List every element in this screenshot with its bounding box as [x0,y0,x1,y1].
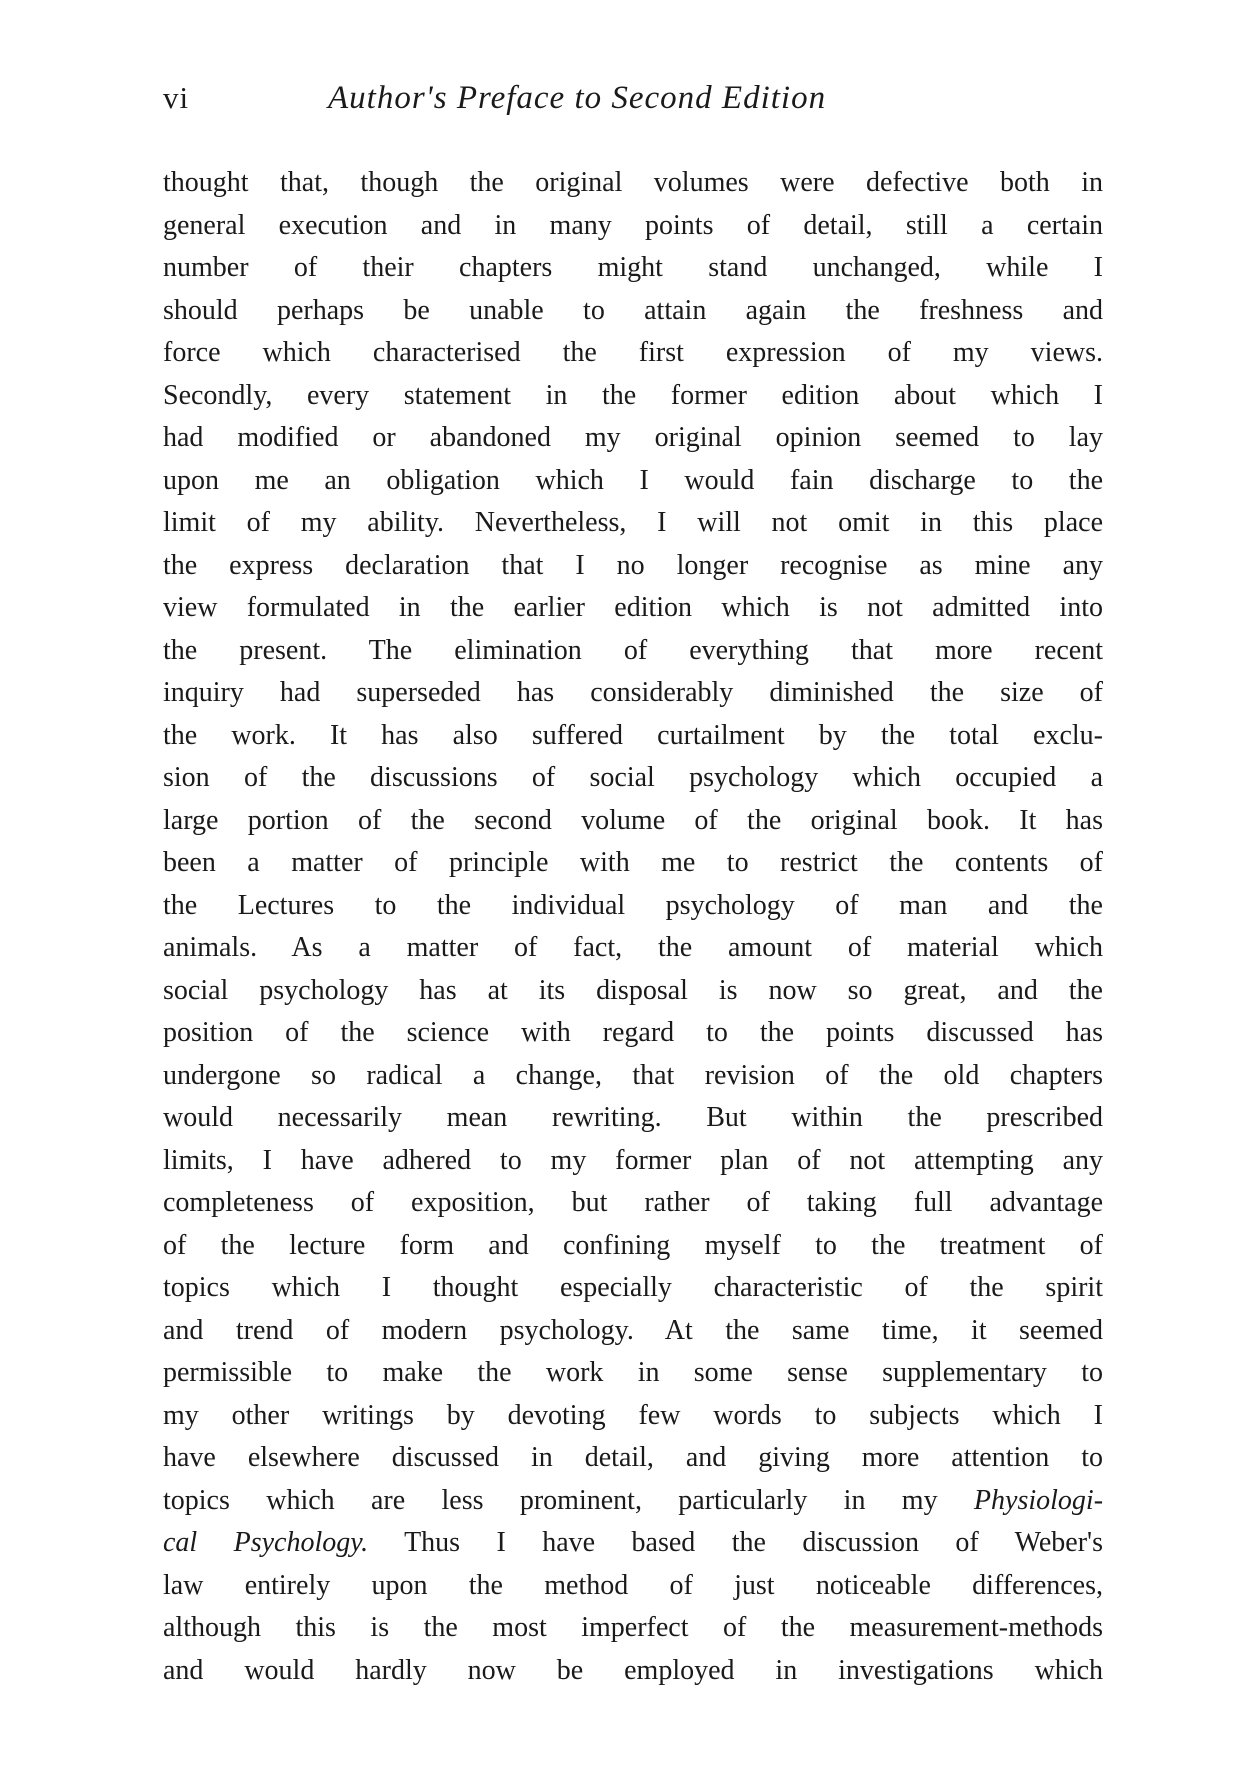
text-line: completeness of exposition, but rather of taking full advantage [163,1187,1103,1218]
text-line: thought that, though the original volumes were defective both in [163,167,1103,198]
text-line: and would hardly now be employed in investigations which [163,1654,1103,1686]
text-line: the work. It has also suffered curtailment by the total exclu- [163,719,1103,751]
text-line: permissible to make the work in some sense supplementary to [163,1357,1103,1388]
text-line: limit of my ability. Nevertheless, I will not omit in this place [163,507,1103,538]
body-text [163,162,1103,1692]
text-line: had modified or abandoned my original opinion seemed to lay [163,422,1103,453]
text-line: the Lectures to the individual psychology of man and the [163,889,1103,921]
book-title-italic: cal Psychology. [163,1527,369,1558]
text-segment: Thus I have based the discussion of Weber's [404,1527,1103,1558]
page-number: vi [163,80,190,115]
text-line: animals. As a matter of fact, the amount of material which [163,932,1103,963]
text-line: inquiry had superseded has considerably diminished the size of [163,677,1103,708]
text-line: my other writings by devoting few words to subjects which I [163,1399,1103,1431]
text-line: and trend of modern psychology. At the same time, it seemed [163,1314,1103,1346]
text-line: would necessarily mean rewriting. But within the prescribed [163,1102,1103,1133]
text-line: upon me an obligation which I would fain discharge to the [163,464,1103,496]
text-segment: topics which are less prominent, particularly in my [163,1484,938,1516]
text-line: although this is the most imperfect of the measurement-methods [163,1612,1103,1643]
text-line: sion of the discussions of social psychology which occupied a [163,762,1103,793]
text-line: view formulated in the earlier edition which is not admitted into [163,592,1103,623]
text-line: force which characterised the first expression of my views. [163,337,1103,368]
text-line: social psychology has at its disposal is now so great, and the [163,974,1103,1006]
text-line: limits, I have adhered to my former plan of not attempting any [163,1144,1103,1176]
text-line: have elsewhere discussed in detail, and giving more attention to [163,1442,1103,1473]
text-line: should perhaps be unable to attain again the freshness and [163,294,1103,326]
text-line: the present. The elimination of everything that more recent [163,634,1103,666]
text-line: general execution and in many points of detail, still a certain [163,209,1103,241]
text-line: large portion of the second volume of the original book. It has [163,804,1103,836]
text-line-with-italic [163,1522,1103,1565]
book-title-italic: Physiologi- [973,1484,1104,1516]
text-line: number of their chapters might stand unchanged, while I [163,252,1103,283]
running-head [163,80,1103,128]
text-line: topics which I thought especially characteristic of the spirit [163,1272,1103,1303]
text-line: position of the science with regard to the points discussed has [163,1017,1103,1048]
running-title: Author's Preface to Second Edition [328,80,827,116]
text-line: of the lecture form and confining myself to the treatment of [163,1229,1103,1261]
text-line: undergone so radical a change, that revision of the old chapters [163,1059,1103,1091]
text-line-with-italic [163,1480,1103,1523]
text-line: Secondly, every statement in the former edition about which I [163,379,1103,411]
text-line: law entirely upon the method of just noticeable differences, [163,1569,1103,1601]
text-line: the express declaration that I no longer recognise as mine any [163,549,1103,581]
text-line: been a matter of principle with me to restrict the contents of [163,847,1103,878]
